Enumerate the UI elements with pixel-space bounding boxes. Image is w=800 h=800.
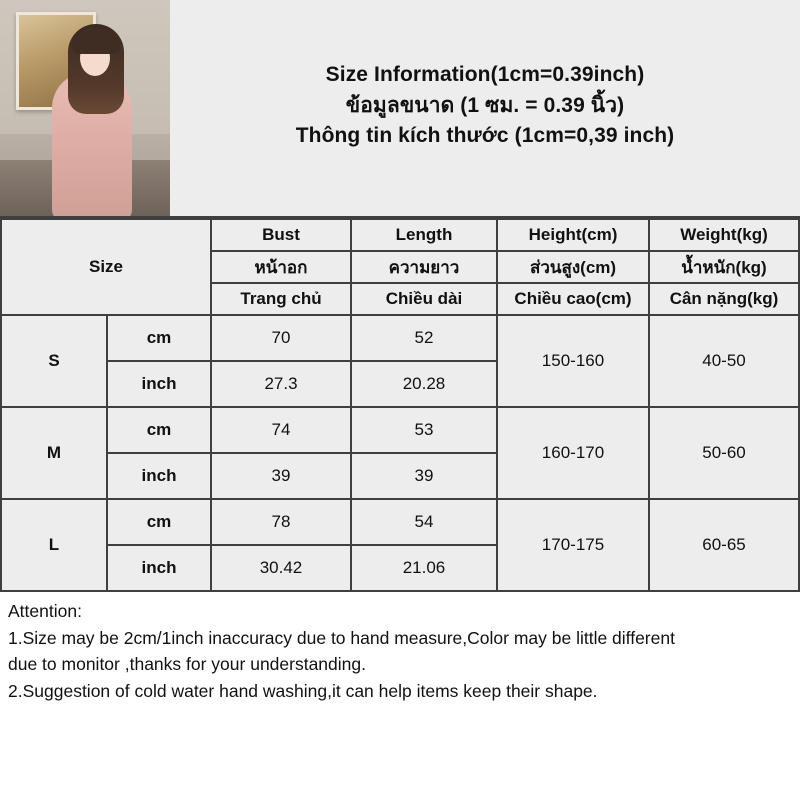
header-height-th: ส่วนสูง(cm): [497, 251, 649, 283]
header-height-vi: Chiều cao(cm): [497, 283, 649, 315]
table-header-row-en: [1, 219, 799, 251]
bust-cm-l: 78: [211, 499, 351, 545]
weight-s: 40-50: [649, 315, 799, 407]
bust-inch-s: 27.3: [211, 361, 351, 407]
unit-inch-l: inch: [107, 545, 211, 591]
height-s: 150-160: [497, 315, 649, 407]
bust-cm-m: 74: [211, 407, 351, 453]
unit-inch-s: inch: [107, 361, 211, 407]
attention-heading: Attention:: [8, 601, 82, 621]
table-row: [1, 407, 799, 453]
header-block: [0, 0, 800, 218]
unit-cm-l: cm: [107, 499, 211, 545]
height-l: 170-175: [497, 499, 649, 591]
row-size-m: M: [1, 407, 107, 499]
attention-line-1: 1.Size may be 2cm/1inch inaccuracy due to hand measure,Color may be little different: [8, 627, 675, 648]
photo-model-hair-front: [72, 28, 120, 54]
attention-block: [0, 592, 800, 704]
row-size-s: S: [1, 315, 107, 407]
length-cm-l: 54: [351, 499, 497, 545]
header-bust-th: หน้าอก: [211, 251, 351, 283]
bust-inch-m: 39: [211, 453, 351, 499]
title-line-th: ข้อมูลขนาด (1 ซม. = 0.39 นิ้ว): [345, 93, 625, 117]
bust-cm-s: 70: [211, 315, 351, 361]
header-length-en: Length: [351, 219, 497, 251]
table-row: [1, 315, 799, 361]
length-inch-m: 39: [351, 453, 497, 499]
title-block: [170, 0, 800, 216]
row-size-l: L: [1, 499, 107, 591]
unit-inch-m: inch: [107, 453, 211, 499]
length-cm-s: 52: [351, 315, 497, 361]
header-height-en: Height(cm): [497, 219, 649, 251]
product-photo: [0, 0, 170, 216]
length-cm-m: 53: [351, 407, 497, 453]
header-length-vi: Chiều dài: [351, 283, 497, 315]
header-weight-th: น้ำหนัก(kg): [649, 251, 799, 283]
size-table: [0, 218, 800, 592]
length-inch-s: 20.28: [351, 361, 497, 407]
table-row: [1, 499, 799, 545]
header-length-th: ความยาว: [351, 251, 497, 283]
header-bust-vi: Trang chủ: [211, 283, 351, 315]
bust-inch-l: 30.42: [211, 545, 351, 591]
attention-line-2: due to monitor ,thanks for your understanding.: [8, 654, 366, 675]
header-weight-vi: Cân nặng(kg): [649, 283, 799, 315]
header-bust-en: Bust: [211, 219, 351, 251]
weight-m: 50-60: [649, 407, 799, 499]
weight-l: 60-65: [649, 499, 799, 591]
height-m: 160-170: [497, 407, 649, 499]
size-header-cell: Size: [1, 219, 211, 315]
title-line-vi: Thông tin kích thước (1cm=0,39 inch): [295, 124, 675, 148]
unit-cm-m: cm: [107, 407, 211, 453]
unit-cm-s: cm: [107, 315, 211, 361]
header-weight-en: Weight(kg): [649, 219, 799, 251]
attention-line-3: 2.Suggestion of cold water hand washing,it can help items keep their shape.: [8, 680, 598, 701]
length-inch-l: 21.06: [351, 545, 497, 591]
title-line-en: Size Information(1cm=0.39inch): [325, 63, 645, 87]
